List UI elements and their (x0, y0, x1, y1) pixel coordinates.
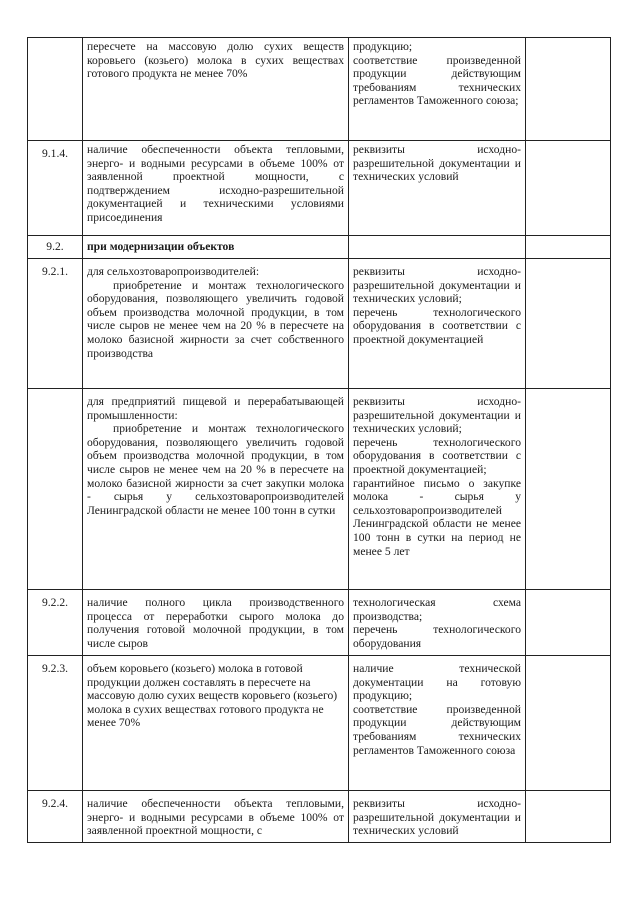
documents-cell (349, 259, 526, 389)
table-row (28, 259, 611, 389)
empty-cell (526, 656, 611, 791)
section-heading: при модернизации объектов (83, 236, 349, 259)
document-item: реквизиты исходно-разрешительной документации и технических условий; (353, 395, 521, 436)
document-item: реквизиты исходно-разрешительной документации и технических условий (353, 797, 521, 838)
criteria-cell (83, 259, 349, 389)
row-number: 9.2.2. (28, 590, 83, 656)
documents-cell (349, 141, 526, 236)
empty-cell (526, 38, 611, 141)
criteria-cell (83, 389, 349, 590)
row-number: 9.2.3. (28, 656, 83, 791)
row-number (28, 389, 83, 590)
table-row (28, 38, 611, 141)
criteria-cell: пересчете на массовую долю сухих веществ коровьего (козьего) молока в сухих веществах готового продукта не менее 70% (83, 38, 349, 141)
criteria-cell: наличие полного цикла производственного процесса от переработки сырого молока до получения готовой молочной продукции, в том числе сыров (83, 590, 349, 656)
documents-cell (349, 590, 526, 656)
table-row (28, 141, 611, 236)
document-item: продукцию; (353, 40, 413, 53)
empty-cell (526, 791, 611, 843)
row-number (28, 38, 83, 141)
criteria-text: приобретение и монтаж технологического оборудования, позволяющего увеличить годовой объем производства молочной продукции, в том числе сыров не менее чем на 20 % в пересчете на молоко базисной жирности за счет закупки молока - сырья у сельхозтоваропроизводителей Ленинградской области не менее 100 тонн в сутки (87, 422, 344, 517)
criteria-text: приобретение и монтаж технологического оборудования, позволяющего увеличить годовой объем производства молочной продукции, в том числе сыров не менее чем на 20 % в пересчете на молоко базисной жирности за счет собственного производства (87, 278, 344, 360)
empty-cell (526, 141, 611, 236)
documents-cell (349, 656, 526, 791)
criteria-cell: объем коровьего (козьего) молока в готовой продукции должен составлять в пересчете на массовую долю сухих веществ коровьего (козьего) молока в сухих веществах готового продукта не менее 70% (83, 656, 349, 791)
row-number: 9.2. (28, 236, 83, 259)
row-number: 9.1.4. (28, 141, 83, 236)
table-row (28, 389, 611, 590)
document-item: реквизиты исходно-разрешительной документации и технических условий; (353, 265, 521, 306)
empty-cell (526, 590, 611, 656)
table-row (28, 656, 611, 791)
row-number: 9.2.4. (28, 791, 83, 843)
document-item: технологическая схема производства; (353, 596, 521, 623)
criteria-cell: наличие обеспеченности объекта тепловыми, энерго- и водными ресурсами в объеме 100% от заявленной проектной мощности, с (83, 791, 349, 843)
criteria-table (27, 37, 611, 843)
document-item: реквизиты исходно-разрешительной документации и технических условий (353, 143, 521, 184)
document-item: перечень технологического оборудования в соответствии с проектной документацией (353, 305, 521, 346)
documents-cell (349, 389, 526, 590)
empty-cell (526, 389, 611, 590)
table-row (28, 236, 611, 259)
empty-cell (526, 259, 611, 389)
criteria-heading: для сельхозтоваропроизводителей: (87, 265, 260, 278)
documents-cell (349, 38, 526, 141)
table-row (28, 791, 611, 843)
document-item: соответствие произведенной продукции действующим требованиям технических регламентов Таможенного союза (353, 702, 521, 757)
empty-cell (526, 236, 611, 259)
row-number: 9.2.1. (28, 259, 83, 389)
documents-cell (349, 236, 526, 259)
criteria-cell: наличие обеспеченности объекта тепловыми, энерго- и водными ресурсами в объеме 100% от заявленной проектной мощности, с подтверждением исходно-разрешительной документацией и техническими условиями присоединения (83, 141, 349, 236)
document-item: гарантийное письмо о закупке молока - сырья у сельхозтоваропроизводителей Ленинградской области не менее 100 тонн в сутки на период не менее 5 лет (353, 476, 521, 558)
document-item: наличие технической документации на готовую продукцию; (353, 662, 521, 703)
document-item: перечень технологического оборудования в соответствии с проектной документацией; (353, 435, 521, 476)
criteria-heading: для предприятий пищевой и перерабатывающей промышленности: (87, 395, 344, 422)
documents-cell (349, 791, 526, 843)
document-item: соответствие произведенной продукции действующим требованиям технических регламентов Таможенного союза; (353, 53, 521, 108)
document-item: перечень технологического оборудования (353, 623, 521, 650)
table-row (28, 590, 611, 656)
